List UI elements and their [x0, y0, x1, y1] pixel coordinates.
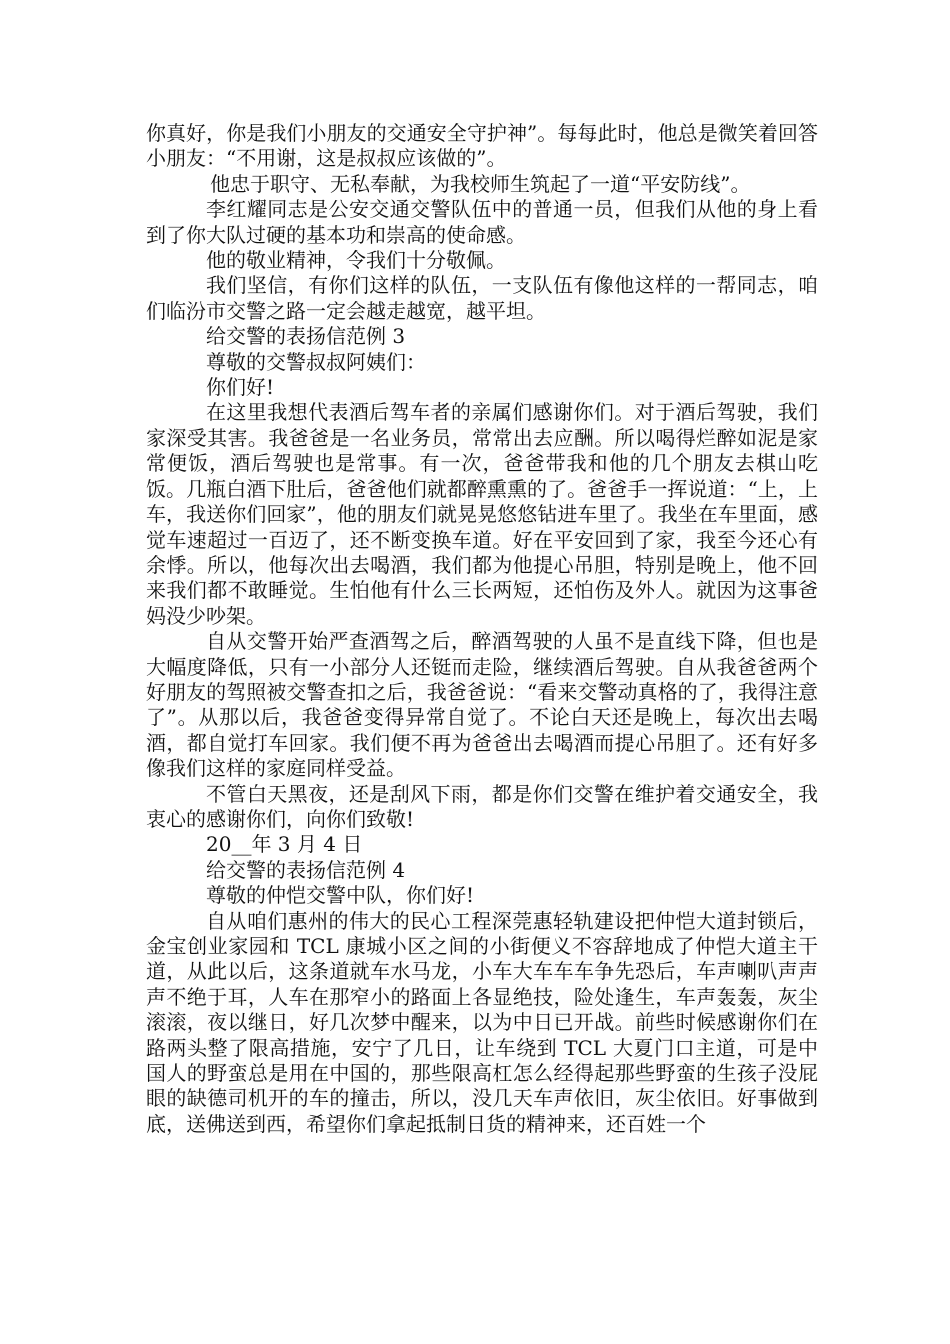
salutation-example-4: 尊敬的仲恺交警中队，你们好!	[206, 883, 475, 908]
paragraph-dedication: 他的敬业精神，令我们十分敬佩。	[206, 248, 506, 273]
paragraph-thanks: 不管白天黑夜，还是刮风下雨，都是你们交警在维护着交通安全，我衷心的感谢你们，向你们致敬!	[146, 781, 818, 831]
paragraph-belief: 我们坚信，有你们这样的队伍，一支队伍有像他这样的一帮同志，咱们临汾市交警之路一定会越走越宽，越平坦。	[146, 273, 818, 323]
paragraph-drunk-driving-story: 在这里我想代表酒后驾车者的亲属们感谢你们。对于酒后驾驶，我们家深受其害。我爸爸是一名业务员，常常出去应酬。所以喝得烂醉如泥是家常便饭，酒后驾驶也是常事。有一次，爸爸带我和他的几个朋友去棋山吃饭。几瓶白酒下肚后，爸爸他们就都醉熏熏的了。爸爸手一挥说道：“上，上车，我送你们回家”，他的朋友们就晃晃悠悠钻进车里了。我坐在车里面，感觉车速超过一百迈了，还不断变换车道。好在平安回到了家，我至今还心有余悸。所以，他每次出去喝酒，我们都为他提心吊胆，特别是晚上，他不回来我们都不敢睡觉。生怕他有什么三长两短，还怕伤及外人。就因为这事爸妈没少吵架。	[146, 400, 818, 628]
letter-body	[146, 121, 818, 1137]
greeting-example-3: 你们好!	[206, 375, 275, 400]
paragraph-li-hongyao: 李红耀同志是公安交通交警队伍中的普通一员，但我们从他的身上看到了你大队过硬的基本功和崇高的使命感。	[146, 197, 818, 247]
paragraph-safety-line: 他忠于职守、无私奉献，为我校师生筑起了一道“平安防线”。	[210, 171, 751, 196]
section-title-example-4: 给交警的表扬信范例 4	[206, 857, 406, 882]
section-title-example-3: 给交警的表扬信范例 3	[206, 324, 406, 349]
letter-date: 20__年 3 月 4 日	[206, 832, 363, 857]
salutation-example-3: 尊敬的交警叔叔阿姨们：	[206, 349, 426, 374]
paragraph-continuation: 你真好，你是我们小朋友的交通安全守护神”。每每此时，他总是微笑着回答小朋友：“不用谢，这是叔叔应该做的”。	[146, 121, 818, 171]
paragraph-crackdown-effect: 自从交警开始严查酒驾之后，醉酒驾驶的人虽不是直线下降，但也是大幅度降低，只有一小部分人还铤而走险，继续酒后驾驶。自从我爸爸两个好朋友的驾照被交警查扣之后，我爸爸说：“看来交警动真格的了，我得注意了”。从那以后，我爸爸变得异常自觉了。不论白天还是晚上，每次出去喝酒，都自觉打车回家。我们便不再为爸爸出去喝酒而提心吊胆了。还有好多像我们这样的家庭同样受益。	[146, 629, 818, 781]
paragraph-zhongkai-road: 自从咱们惠州的伟大的民心工程深莞惠轻轨建设把仲恺大道封锁后，金宝创业家园和 TCL 康城小区之间的小街便义不容辞地成了仲恺大道主干道，从此以后，这条道就车水马龙，小车大车车车争先恐后，车声喇叭声声声不绝于耳，人车在那窄小的路面上各显绝技，险处逢生，车声轰轰，灰尘滚滚，夜以继日，好几次梦中醒来，以为中日已开战。前些时候感谢你们在路两头整了限高措施，安宁了几日，让车绕到 TCL 大夏门口主道，可是中国人的野蛮总是用在中国的，那些限高杠怎么经得起那些野蛮的生孩子没屁眼的缺德司机开的车的撞击，所以，没几天车声依旧，灰尘依旧。好事做到底，送佛送到西，希望你们拿起抵制日货的精神来，还百姓一个	[146, 908, 818, 1136]
